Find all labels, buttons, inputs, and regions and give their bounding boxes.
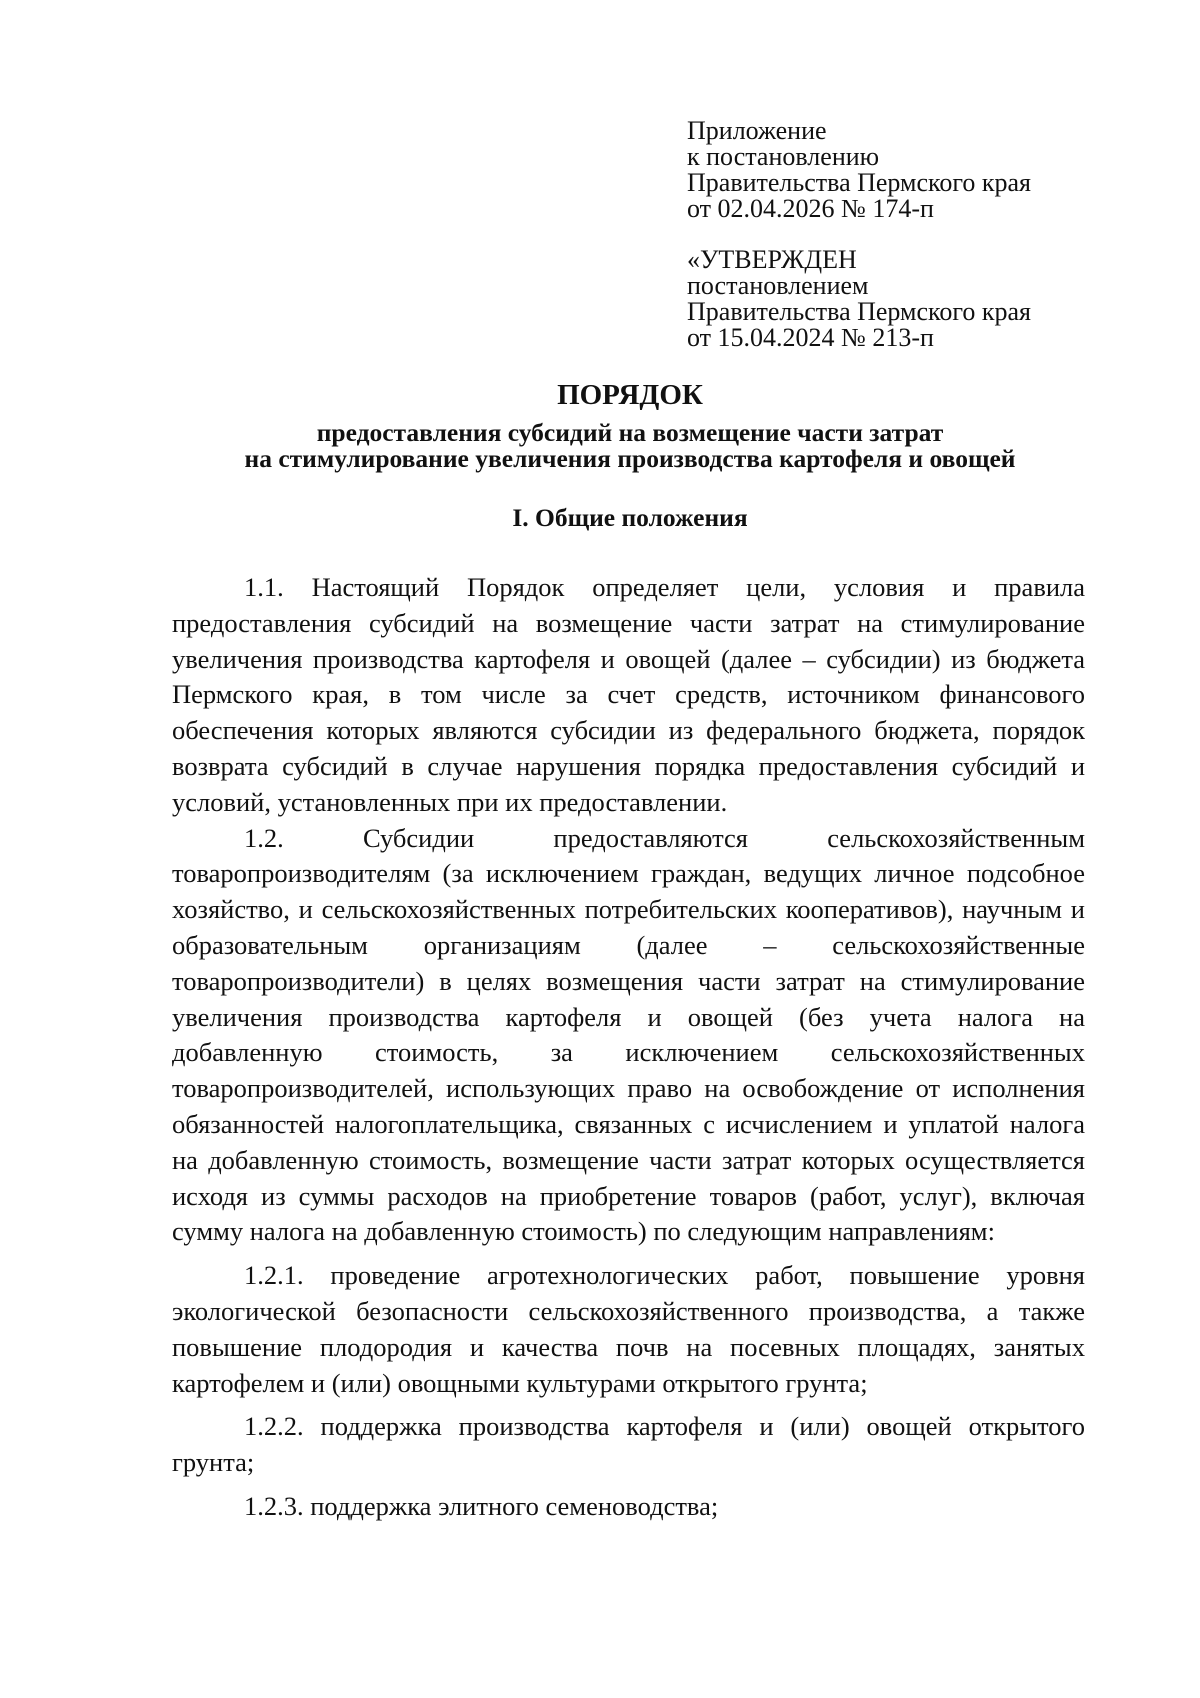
approval-line: постановлением <box>687 271 869 300</box>
document-subtitle <box>0 420 1200 472</box>
appendix-date-number: от 02.04.2026 № 174-п <box>687 194 934 223</box>
paragraph-1-2: 1.2. Субсидии предоставляются сельскохозяйственным товаропроизводителям (за исключением граждан, ведущих личное подсобное хозяйство, и сельскохозяйственных потребительских кооперативов), научным и образовательным организациям (далее – сельскохозяйственные товаропроизводители) в целях возмещения части затрат на стимулирование увеличения производства картофеля и овощей (без учета налога на добавленную стоимость, за исключением сельскохозяйственных товаропроизводителей, использующих право на освобождение от исполнения обязанностей налогоплательщика, связанных с исчислением и уплатой налога на добавленную стоимость, возмещение части затрат которых осуществляется исходя из суммы расходов на приобретение товаров (работ, услуг), включая сумму налога на добавленную стоимость) по следующим направлениям: <box>172 822 1085 1247</box>
appendix-line: Приложение <box>687 116 827 145</box>
paragraph-1-2-1: 1.2.1. проведение агротехнологических работ, повышение уровня экологической безопасности сельскохозяйственного производства, а также повышение плодородия и качества почв на посевных площадях, занятых картофелем и (или) овощными культурами открытого грунта; <box>172 1260 1085 1398</box>
document-subtitle-line: предоставления субсидий на возмещение части затрат <box>316 418 944 447</box>
paragraph-1-2-3: 1.2.3. поддержка элитного семеноводства; <box>244 1490 719 1521</box>
document-subtitle-line: на стимулирование увеличения производства картофеля и овощей <box>244 444 1016 473</box>
appendix-header <box>687 118 1127 222</box>
approval-date-number: от 15.04.2024 № 213-п <box>687 323 934 352</box>
approval-line: «УТВЕРЖДЕН <box>687 245 857 274</box>
approval-stamp-header <box>687 247 1127 351</box>
appendix-line: Правительства Пермского края <box>687 168 1031 197</box>
paragraph-1-2-2: 1.2.2. поддержка производства картофеля и (или) овощей открытого грунта; <box>172 1411 1085 1478</box>
document-body <box>172 570 1085 1525</box>
section-heading: I. Общие положения <box>512 503 748 532</box>
document-title: ПОРЯДОК <box>557 379 703 411</box>
paragraph-1-1: 1.1. Настоящий Порядок определяет цели, условия и правила предоставления субсидий на возмещение части затрат на стимулирование увеличения производства картофеля и овощей (далее – субсидии) из бюджета Пермского края, в том числе за счет средств, источником финансового обеспечения которых являются субсидии из федерального бюджета, порядок возврата субсидий в случае нарушения порядка предоставления субсидий и условий, установленных при их предоставлении. <box>172 572 1085 817</box>
approval-line: Правительства Пермского края <box>687 297 1031 326</box>
appendix-line: к постановлению <box>687 142 880 171</box>
